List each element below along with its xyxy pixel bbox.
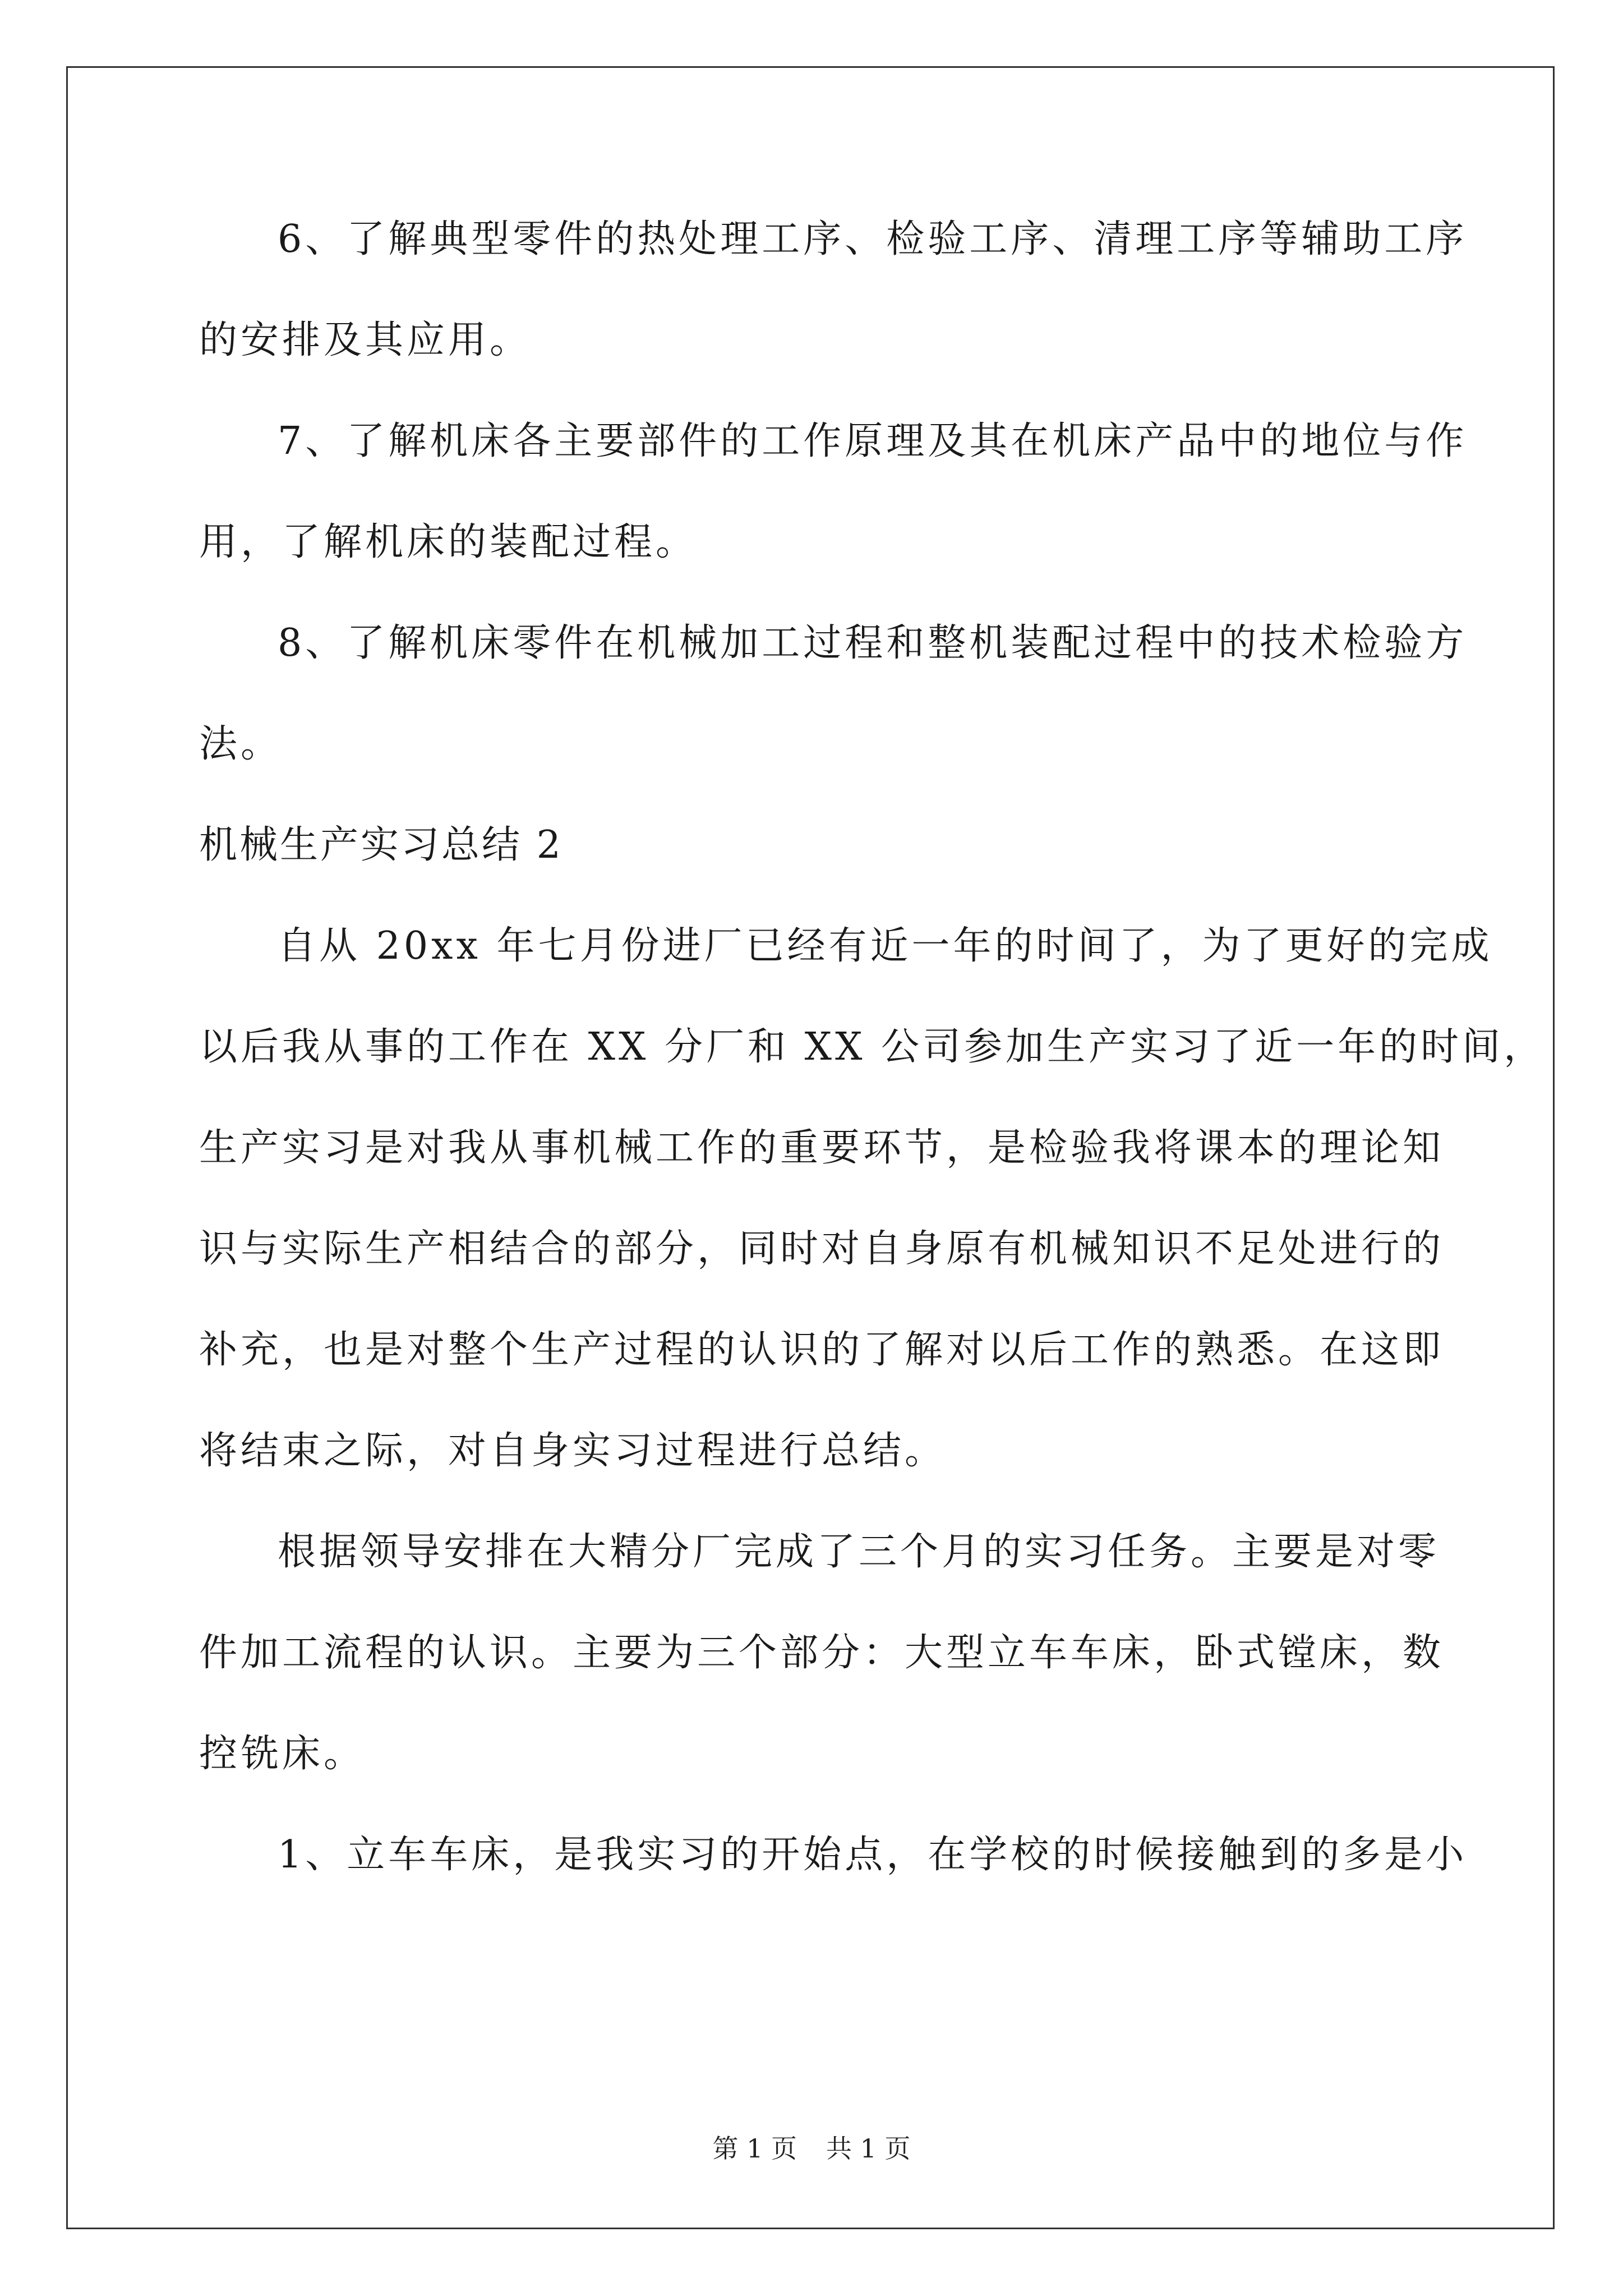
text-line: 自从 20xx 年七月份进厂已经有近一年的时间了，为了更好的完成 xyxy=(278,924,1493,968)
paragraph-intro xyxy=(199,896,1546,1502)
text-line: 识与实际生产相结合的部分，同时对自身原有机械知识不足处进行的 xyxy=(199,1227,1445,1271)
section-heading-text: 机械生产实习总结 2 xyxy=(199,823,563,867)
section-heading xyxy=(199,795,1433,896)
document-body xyxy=(199,189,1546,1906)
text-line: 根据领导安排在大精分厂完成了三个月的实习任务。主要是对零 xyxy=(278,1530,1440,1574)
text-line: 的安排及其应用。 xyxy=(199,318,532,362)
text-line: 8、了解机床零件在机械加工过程和整机装配过程中的技术检验方 xyxy=(278,621,1468,665)
page-footer xyxy=(0,2132,1623,2165)
paragraph-arrangement xyxy=(199,1502,1445,1805)
text-line: 用，了解机床的装配过程。 xyxy=(199,520,698,564)
text-line: 6、了解典型零件的热处理工序、检验工序、清理工序等辅助工序 xyxy=(278,217,1468,261)
page-number: 第 1 页 xyxy=(712,2133,797,2164)
text-line: 将结束之际，对自身实习过程进行总结。 xyxy=(199,1429,947,1473)
text-line: 7、了解机床各主要部件的工作原理及其在机床产品中的地位与作 xyxy=(278,419,1468,463)
paragraph-vertical-lathe xyxy=(199,1805,1468,1906)
text-line: 生产实习是对我从事机械工作的重要环节，是检验我将课本的理论知 xyxy=(199,1126,1445,1170)
paragraph-item-8 xyxy=(199,593,1468,795)
page-total: 共 1 页 xyxy=(826,2133,911,2164)
text-line: 1、立车车床，是我实习的开始点，在学校的时候接触到的多是小 xyxy=(278,1833,1468,1877)
text-line: 件加工流程的认识。主要为三个部分：大型立车车床，卧式镗床，数 xyxy=(199,1631,1445,1675)
paragraph-item-7 xyxy=(199,391,1468,593)
text-line: 补充，也是对整个生产过程的认识的了解对以后工作的熟悉。在这即 xyxy=(199,1328,1445,1372)
text-line: 法。 xyxy=(199,722,283,766)
text-line: 以后我从事的工作在 XX 分厂和 XX 公司参加生产实习了近一年的时间， xyxy=(199,1025,1546,1069)
paragraph-item-6 xyxy=(199,189,1468,391)
text-line: 控铣床。 xyxy=(199,1732,366,1776)
